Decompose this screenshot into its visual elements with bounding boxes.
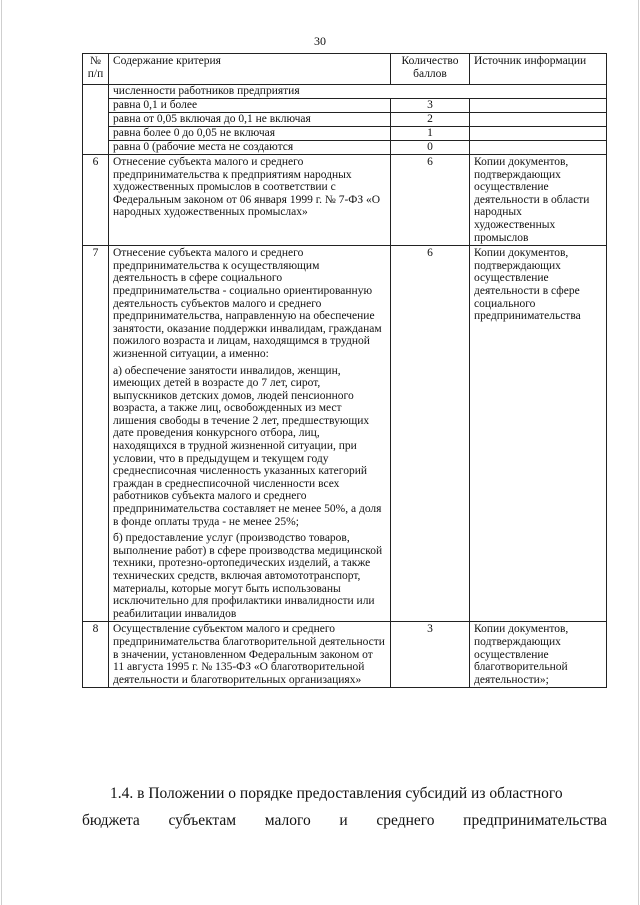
- body-paragraph-line: 1.4. в Положении о порядке предоставления субсидий из областного: [110, 785, 563, 802]
- option-score: 3: [391, 99, 470, 113]
- row-content-paragraph: б) предоставление услуг (производство товаров, выполнение работ) в сфере производства медицинской техники, протезно-ортопедических изделий, а также технических средств, включая автомототранспорт, материалы, которые могут быть использованы исключительно для профилактики инвалидности или реабилитации инвалидов: [113, 532, 383, 620]
- table-row-6: [83, 155, 607, 246]
- option-score: 0: [391, 141, 470, 155]
- row-num: 6: [83, 155, 109, 246]
- row-content: [109, 622, 391, 688]
- row-content-paragraph: Осуществление субъектом малого и среднего предпринимательства благотворительной деятельности в значении, установленном Федеральным законом от 11 августа 1995 г. № 135-ФЗ «О благотворительной деятельности и благотворительных организациях»: [113, 623, 385, 686]
- body-paragraph-line: бюджета субъектам малого и среднего предпринимательства: [82, 812, 607, 829]
- row-num: 7: [83, 246, 109, 622]
- page-number: 30: [314, 34, 326, 48]
- table-row-7: [83, 246, 607, 622]
- option-label: равна 0 (рабочие места не создаются: [109, 141, 391, 155]
- option-source: [470, 141, 607, 155]
- table-header-row: [83, 54, 607, 85]
- header-score: Количество баллов: [391, 54, 470, 85]
- row-score: 6: [391, 155, 470, 246]
- option-score: 2: [391, 113, 470, 127]
- header-num: № п/п: [83, 54, 109, 85]
- option-source: [470, 99, 607, 113]
- option-label: равна от 0,05 включая до 0,1 не включая: [109, 113, 391, 127]
- table-row: [83, 127, 607, 141]
- continuation-num-cell: [83, 85, 109, 155]
- table-row: [83, 113, 607, 127]
- scan-edge-right: [638, 0, 639, 905]
- option-source: [470, 127, 607, 141]
- row-num: 8: [83, 622, 109, 688]
- row-score: 6: [391, 246, 470, 622]
- option-label: равна более 0 до 0,05 не включая: [109, 127, 391, 141]
- table-row-8: [83, 622, 607, 688]
- criteria-table: [82, 53, 607, 688]
- row-content: [109, 246, 391, 622]
- row-score: 3: [391, 622, 470, 688]
- continuation-title: численности работников предприятия: [109, 85, 607, 99]
- option-score: 1: [391, 127, 470, 141]
- table-row: [83, 99, 607, 113]
- continuation-title-row: [83, 85, 607, 99]
- row-content-paragraph: Отнесение субъекта малого и среднего предпринимательства к предприятиям народных художественных промыслов в соответствии с Федеральным законом от 06 января 1999 г. № 7-ФЗ «О народных художественных промыслах»: [113, 156, 381, 219]
- row-source: Копии документов, подтверждающих осуществление благотворительной деятельности»;: [470, 622, 607, 688]
- scan-edge-left: [1, 0, 2, 905]
- row-content-paragraph: а) обеспечение занятости инвалидов, женщин, имеющих детей в возрасте до 7 лет, сирот, выпускников детских домов, людей пенсионного возраста, а также лиц, освобожденных из мест лишения свободы в течение 2 лет, предшествующих дате проведения конкурсного отбора, лиц, находящихся в трудной жизненной ситуации, при условии, что в предыдущем и текущем году среднесписочная численность указанных категорий граждан в среднесписочной численности всех работников субъекта малого и среднего предпринимательства составляет не менее 50%, а доля в фонде оплаты труда - не менее 25%;: [113, 364, 382, 528]
- option-source: [470, 113, 607, 127]
- row-content: [109, 155, 391, 246]
- row-source: Копии документов, подтверждающих осуществление деятельности в области народных художественных промыслов: [470, 155, 607, 246]
- row-source: Копии документов, подтверждающих осуществление деятельности в сфере социального предпринимательства: [470, 246, 607, 622]
- option-label: равна 0,1 и более: [109, 99, 391, 113]
- table-row: [83, 141, 607, 155]
- header-content: Содержание критерия: [109, 54, 391, 85]
- header-source: Источник информации: [470, 54, 607, 85]
- row-content-paragraph: Отнесение субъекта малого и среднего предпринимательства к осуществляющим деятельность в сфере социального предпринимательства - социально ориентированную деятельность субъектов малого и среднего предпринимательства, направленную на обеспечение занятости, оказание поддержки инвалидам, гражданам пожилого возраста и лицам, находящимся в трудной жизненной ситуации, а именно:: [113, 247, 382, 360]
